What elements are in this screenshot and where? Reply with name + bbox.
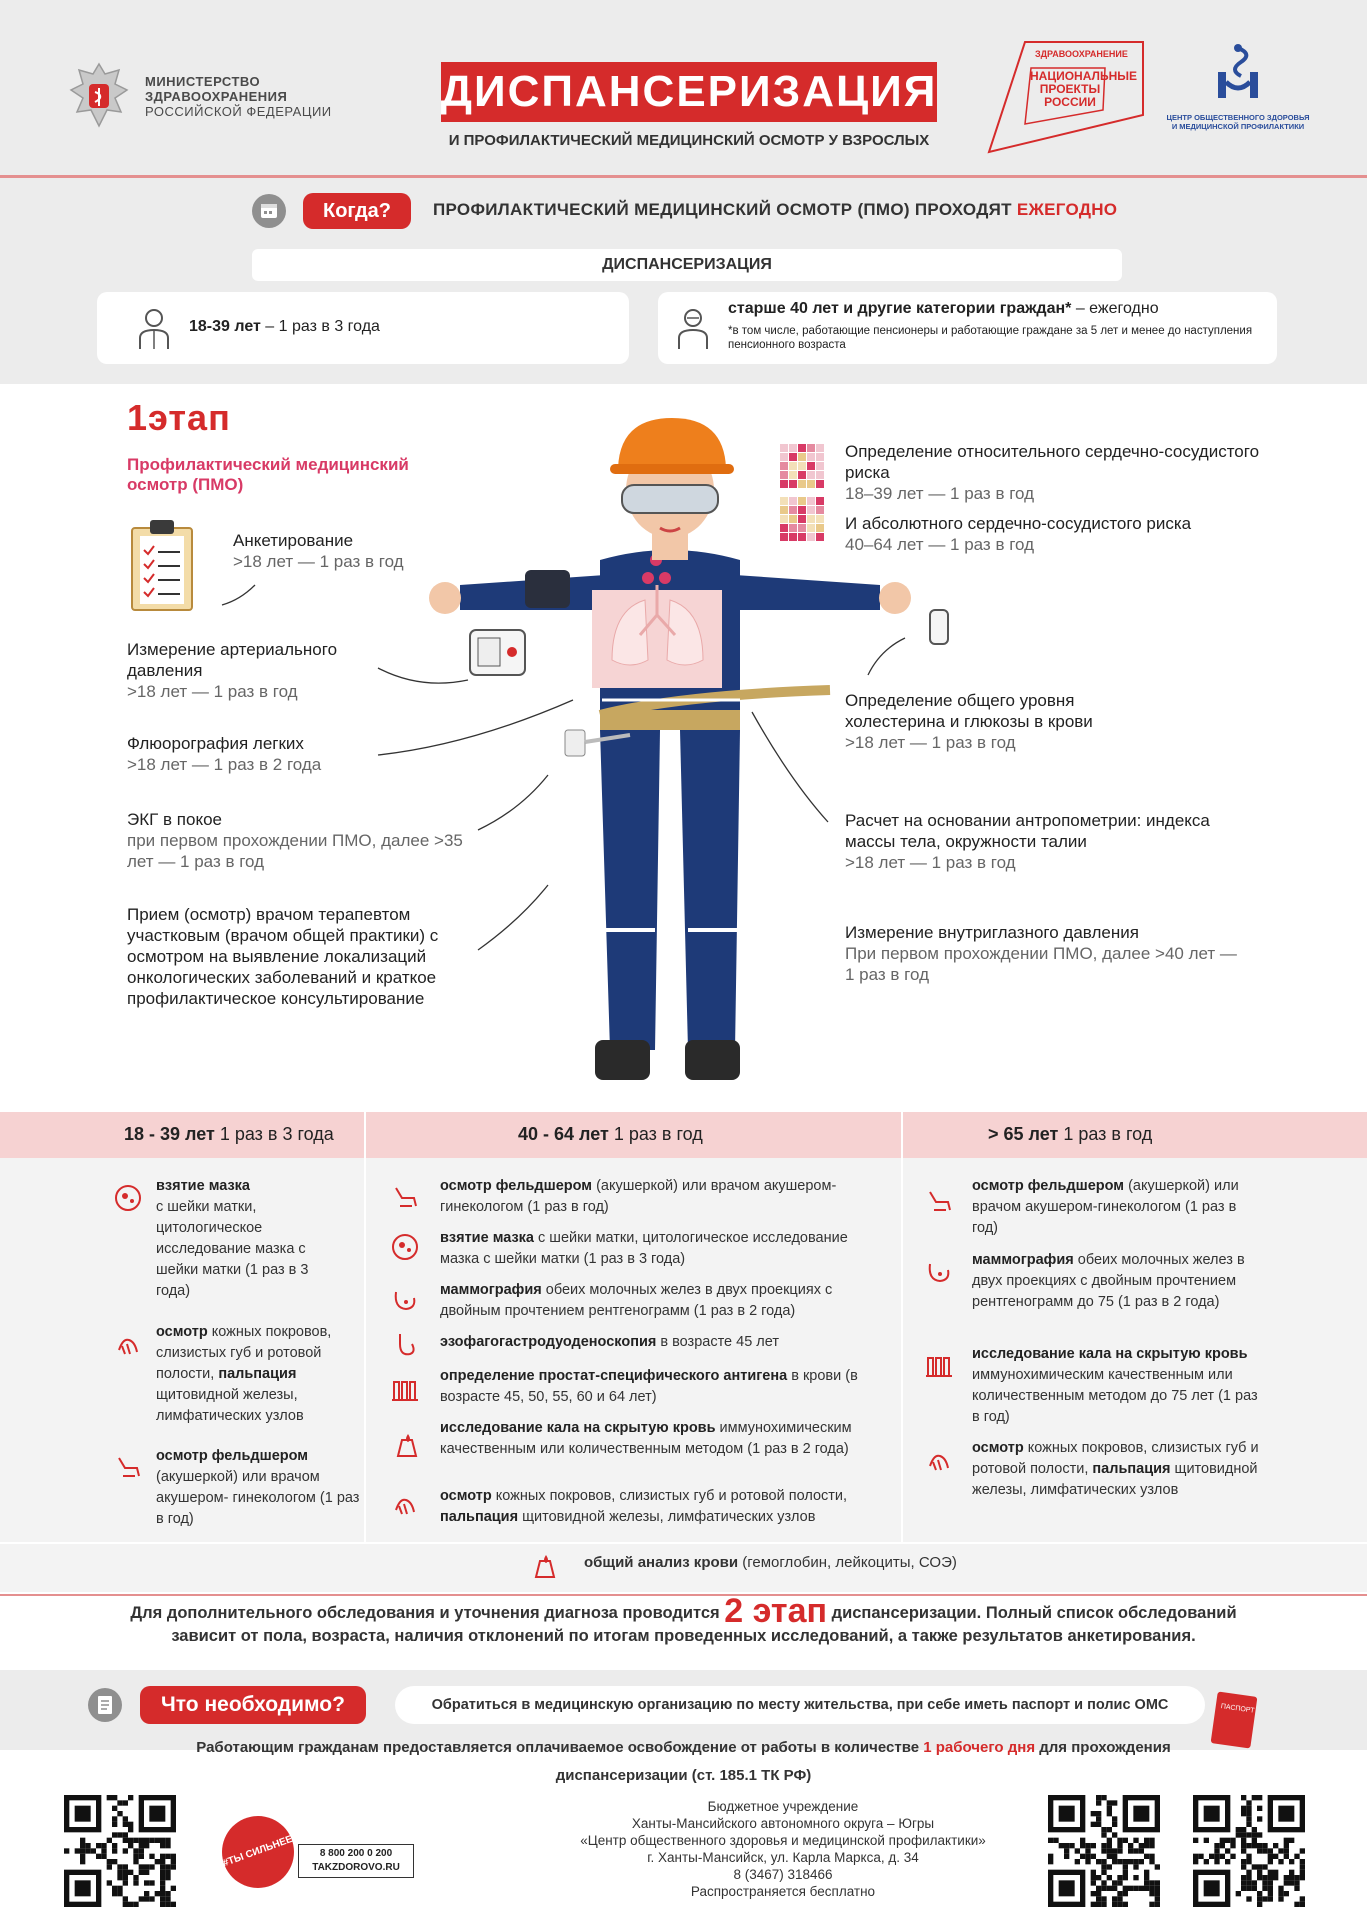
age2-frequency: – ежегодно bbox=[1071, 300, 1159, 317]
blood-test-text bbox=[584, 1554, 957, 1571]
col2-exam bbox=[440, 1176, 880, 1218]
col2-skin bbox=[440, 1486, 900, 1528]
work-leave-text bbox=[150, 1734, 1217, 1790]
col2-stool-rest: иммунохимическим качественным или количественным методом (1 раз в 2 года) bbox=[440, 1420, 852, 1457]
col3-skin-bold2: пальпация bbox=[1092, 1461, 1171, 1477]
hotline-box bbox=[298, 1844, 414, 1878]
col1-exam-bold: осмотр фельдшером bbox=[156, 1448, 309, 1464]
dispensary-bar: ДИСПАНСЕРИЗАЦИЯ bbox=[252, 249, 1122, 281]
item-absolute-risk-title: И абсолютного сердечно-сосудистого риска bbox=[845, 514, 1192, 533]
org-line: Ханты-Мансийского автономного округа – Югры bbox=[631, 1816, 935, 1831]
col3-stool-bold: исследование кала на скрытую кровь bbox=[972, 1346, 1248, 1362]
col2-smear bbox=[440, 1228, 880, 1270]
stronger-logo bbox=[218, 1812, 298, 1892]
blood-test-icon bbox=[528, 1551, 558, 1581]
qr-pattern bbox=[64, 1795, 176, 1907]
col-header-65-plus bbox=[988, 1124, 1152, 1145]
item-blood-pressure-title: Измерение артериального давления bbox=[127, 640, 338, 680]
organization-info bbox=[530, 1798, 1036, 1900]
page-subtitle: И ПРОФИЛАКТИЧЕСКИЙ МЕДИЦИНСКИЙ ОСМОТР У ВЗРОСЛЫХ bbox=[448, 132, 930, 149]
item-cholesterol-detail: >18 лет — 1 раз в год bbox=[845, 733, 1016, 752]
org-line: Распространяется бесплатно bbox=[690, 1884, 876, 1899]
requirements-badge: Что необходимо? bbox=[140, 1686, 366, 1724]
col3-mammography bbox=[972, 1250, 1262, 1313]
age2-label: старше 40 лет и другие категории граждан* bbox=[728, 300, 1072, 317]
col3-skin-bold: осмотр bbox=[972, 1440, 1024, 1456]
mammography-icon bbox=[924, 1256, 954, 1286]
col-header-65-plus-freq: 1 раз в год bbox=[1058, 1124, 1153, 1144]
item-anthropometry-title: Расчет на основании антропометрии: индекса массы тела, окружности талии bbox=[845, 811, 1210, 851]
col3-skin-rest: кожных покровов, слизистых губ и ротовой полости, bbox=[972, 1440, 1259, 1477]
requirements-text: Обратиться в медицинскую организацию по месту жительства, при себе иметь паспорт и полис ОМС bbox=[395, 1686, 1205, 1724]
col2-egd bbox=[440, 1332, 880, 1353]
work-leave-red: 1 рабочего дня bbox=[923, 1739, 1036, 1756]
item-relative-risk-title: Определение относительного сердечно-сосудистого риска bbox=[845, 442, 1260, 482]
blood-test-bold: общий анализ крови bbox=[584, 1554, 739, 1571]
item-fluorography-title: Флюорография легких bbox=[127, 734, 304, 753]
col2-exam-rest: (акушеркой) или врачом акушером- гинекологом (1 раз в год) bbox=[440, 1178, 837, 1215]
item-relative-risk-detail: 18–39 лет — 1 раз в год bbox=[845, 484, 1035, 503]
col1-exam-rest: (акушеркой) или врачом акушером- гинекологом (1 раз в год) bbox=[156, 1469, 360, 1527]
col3-exam bbox=[972, 1176, 1262, 1239]
stage1-subtitle: Профилактический медицинский осмотр (ПМО) bbox=[127, 455, 409, 494]
ministry-line-1: МИНИСТЕРСТВО bbox=[145, 73, 261, 89]
qr-pattern bbox=[1193, 1795, 1305, 1907]
item-fluorography-detail: >18 лет — 1 раз в 2 года bbox=[127, 755, 322, 774]
palpation-icon bbox=[924, 1446, 954, 1476]
col1-skin-rest2: щитовидной железы, лимфатических узлов bbox=[156, 1387, 304, 1424]
when-text-annually: ЕЖЕГОДНО bbox=[1016, 200, 1118, 219]
passport-label: ПАСПОРТ bbox=[1220, 1703, 1255, 1715]
col2-exam-bold: осмотр фельдшером bbox=[440, 1178, 593, 1194]
item-blood-pressure-detail: >18 лет — 1 раз в год bbox=[127, 682, 298, 701]
item-absolute-risk-detail: 40–64 лет — 1 раз в год bbox=[845, 535, 1035, 554]
col1-smear-rest: с шейки матки, цитологическое исследование мазка с шейки матки (1 раз в 3 года) bbox=[156, 1199, 309, 1299]
col2-skin-bold2: пальпация bbox=[440, 1509, 519, 1525]
qr-code[interactable] bbox=[1048, 1795, 1160, 1907]
col2-psa-rest: в крови (в возрасте 45, 50, 55, 60 и 64 лет) bbox=[440, 1368, 858, 1405]
col3-skin bbox=[972, 1438, 1262, 1501]
col1-exam bbox=[156, 1446, 361, 1530]
item-questionnaire-detail: >18 лет — 1 раз в год bbox=[233, 552, 404, 571]
org-line: Бюджетное учреждение bbox=[707, 1799, 859, 1814]
col1-skin-bold2: пальпация bbox=[218, 1366, 297, 1382]
stage2-post: диспансеризации. Полный список обследований зависит от пола, возраста, наличия отклонений по итогам проведенных исследований, а также результатов анкетирования. bbox=[171, 1604, 1237, 1645]
col2-skin-bold: осмотр bbox=[440, 1488, 492, 1504]
qr-code[interactable] bbox=[1193, 1795, 1305, 1907]
org-line: «Центр общественного здоровья и медицинской профилактики» bbox=[580, 1833, 986, 1848]
smear-icon bbox=[113, 1183, 143, 1213]
age1-label: 18-39 лет bbox=[189, 318, 261, 335]
item-ecg-detail: при первом прохождении ПМО, далее >35 лет — 1 раз в год bbox=[127, 831, 463, 871]
col2-mammography bbox=[440, 1280, 880, 1322]
stage2-big: 2 этап bbox=[724, 1592, 828, 1630]
qr-pattern bbox=[1048, 1795, 1160, 1907]
stool-test-icon bbox=[390, 1430, 420, 1460]
qr-code[interactable] bbox=[64, 1795, 176, 1907]
col1-skin-bold: осмотр bbox=[156, 1324, 208, 1340]
item-anthropometry-detail: >18 лет — 1 раз в год bbox=[845, 853, 1016, 872]
col-header-40-64-age: 40 - 64 лет bbox=[518, 1124, 609, 1144]
column-divider bbox=[901, 1112, 903, 1542]
col3-skin-rest2: щитовидной железы, лимфатических узлов bbox=[972, 1461, 1258, 1498]
col3-exam-rest: (акушеркой) или врачом акушером-гинекологом (1 раз в год) bbox=[972, 1178, 1239, 1236]
test-tubes-icon bbox=[390, 1376, 420, 1406]
col2-stool bbox=[440, 1418, 880, 1460]
work-leave-pre: Работающим гражданам предоставляется оплачиваемое освобождение от работы в количестве bbox=[196, 1739, 924, 1756]
col-header-18-39 bbox=[124, 1124, 334, 1145]
age1-frequency: – 1 раз в 3 года bbox=[260, 318, 380, 335]
smear-icon bbox=[390, 1232, 420, 1262]
worker-figure-illustration bbox=[390, 410, 950, 1090]
col2-egd-bold: эзофагогастродуоденоскопия bbox=[440, 1334, 657, 1350]
col1-skin bbox=[156, 1322, 361, 1427]
age2-note: *в том числе, работающие пенсионеры и работающие граждане за 5 лет и менее до наступления пенсионного возраста bbox=[728, 325, 1253, 351]
national-projects-top: ЗДРАВООХРАНЕНИЕ bbox=[1035, 49, 1128, 59]
stronger-text: #ТЫ СИЛЬНЕЕ bbox=[221, 1833, 295, 1870]
work-leave-post: для прохождения диспансеризации (ст. 185.1 ТК РФ) bbox=[555, 1739, 1171, 1784]
document-icon bbox=[88, 1688, 122, 1722]
item-therapist-title: Прием (осмотр) врачом терапевтом участковым (врачом общей практики) с осмотром на выявление локализаций онкологических заболеваний и краткое профилактическое консультирование bbox=[127, 905, 439, 1008]
col2-skin-rest2: щитовидной железы, лимфатических узлов bbox=[518, 1509, 816, 1525]
org-line: 8 (3467) 318466 bbox=[733, 1867, 833, 1882]
col3-exam-bold: осмотр фельдшером bbox=[972, 1178, 1125, 1194]
national-projects-text: НАЦИОНАЛЬНЫЕ ПРОЕКТЫ РОССИИ bbox=[1030, 69, 1137, 109]
col2-smear-bold: взятие мазка bbox=[440, 1230, 534, 1246]
item-eye-pressure-title: Измерение внутриглазного давления bbox=[845, 923, 1139, 942]
col-header-65-plus-age: > 65 лет bbox=[988, 1124, 1059, 1144]
gyn-chair-icon bbox=[390, 1180, 420, 1210]
col-header-18-39-age: 18 - 39 лет bbox=[124, 1124, 215, 1144]
passport-icon bbox=[1210, 1690, 1258, 1750]
hotline-site[interactable]: TAKZDOROVO.RU bbox=[312, 1862, 400, 1873]
gyn-chair-icon bbox=[113, 1450, 143, 1480]
col3-stool-rest: иммунохимическим качественным или количественным методом до 75 лет (1 раз в год) bbox=[972, 1367, 1258, 1425]
item-eye-pressure-detail: При первом прохождении ПМО, далее >40 лет — 1 раз в год bbox=[845, 944, 1237, 984]
stomach-icon bbox=[390, 1330, 420, 1360]
col2-psa-bold: определение простат-специфического антигена bbox=[440, 1368, 788, 1384]
item-ecg-title: ЭКГ в покое bbox=[127, 810, 223, 829]
col3-mammography-bold: маммография bbox=[972, 1252, 1074, 1268]
col2-psa bbox=[440, 1366, 880, 1408]
col1-smear-bold: взятие мазка bbox=[156, 1178, 250, 1194]
page-title: ДИСПАНСЕРИЗАЦИЯ bbox=[441, 62, 937, 122]
col2-mammography-bold: маммография bbox=[440, 1282, 542, 1298]
test-tubes-icon bbox=[924, 1352, 954, 1382]
stage2-text bbox=[100, 1592, 1267, 1648]
col3-mammography-rest: обеих молочных желез в двух проекциях с двойным прочтением рентгенограмм до 75 (1 раз в 2 года) bbox=[972, 1252, 1245, 1310]
col2-egd-rest: в возрасте 45 лет bbox=[656, 1334, 779, 1350]
when-badge: Когда? bbox=[303, 193, 411, 229]
col1-smear bbox=[156, 1176, 336, 1302]
blood-test-rest: (гемоглобин, лейкоциты, СОЭ) bbox=[738, 1554, 957, 1571]
item-questionnaire-title: Анкетирование bbox=[233, 531, 354, 550]
col2-mammography-rest: обеих молочных желез в двух проекциях с двойным прочтением рентгенограмм (1 раз в 2 года) bbox=[440, 1282, 833, 1319]
stage2-pre: Для дополнительного обследования и уточнения диагноза проводится bbox=[130, 1604, 725, 1622]
ministry-line-3: РОССИЙСКОЙ ФЕДЕРАЦИИ bbox=[145, 103, 332, 119]
col2-skin-rest: кожных покровов, слизистых губ и ротовой полости, bbox=[491, 1488, 848, 1504]
col1-skin-rest: кожных покровов, слизистых губ и ротовой полости, bbox=[156, 1324, 332, 1382]
ministry-line-2: ЗДРАВООХРАНЕНИЯ bbox=[145, 88, 288, 104]
palpation-icon bbox=[113, 1330, 143, 1360]
item-cholesterol-title: Определение общего уровня холестерина и глюкозы в крови bbox=[845, 691, 1093, 731]
palpation-icon bbox=[390, 1490, 420, 1520]
col3-stool bbox=[972, 1344, 1262, 1428]
col2-stool-bold: исследование кала на скрытую кровь bbox=[440, 1420, 716, 1436]
gyn-chair-icon bbox=[924, 1184, 954, 1214]
mammography-icon bbox=[390, 1284, 420, 1314]
column-divider bbox=[364, 1112, 366, 1542]
col-header-18-39-freq: 1 раз в 3 года bbox=[214, 1124, 334, 1144]
hotline-phone: 8 800 200 0 200 bbox=[319, 1848, 393, 1859]
stage1-title: 1этап bbox=[127, 397, 231, 438]
when-text-main: ПРОФИЛАКТИЧЕСКИЙ МЕДИЦИНСКИЙ ОСМОТР (ПМО) ПРОХОДЯТ bbox=[433, 200, 1012, 219]
col2-smear-rest: с шейки матки, цитологическое исследование мазка с шейки матки (1 раз в 3 года) bbox=[440, 1230, 848, 1267]
col-header-40-64-freq: 1 раз в год bbox=[608, 1124, 703, 1144]
public-health-center-text: ЦЕНТР ОБЩЕСТВЕННОГО ЗДОРОВЬЯ И МЕДИЦИНСКОЙ ПРОФИЛАКТИКИ bbox=[1166, 113, 1310, 131]
org-line: г. Ханты-Мансийск, ул. Карла Маркса, д. 34 bbox=[647, 1850, 919, 1865]
col-header-40-64 bbox=[518, 1124, 703, 1145]
